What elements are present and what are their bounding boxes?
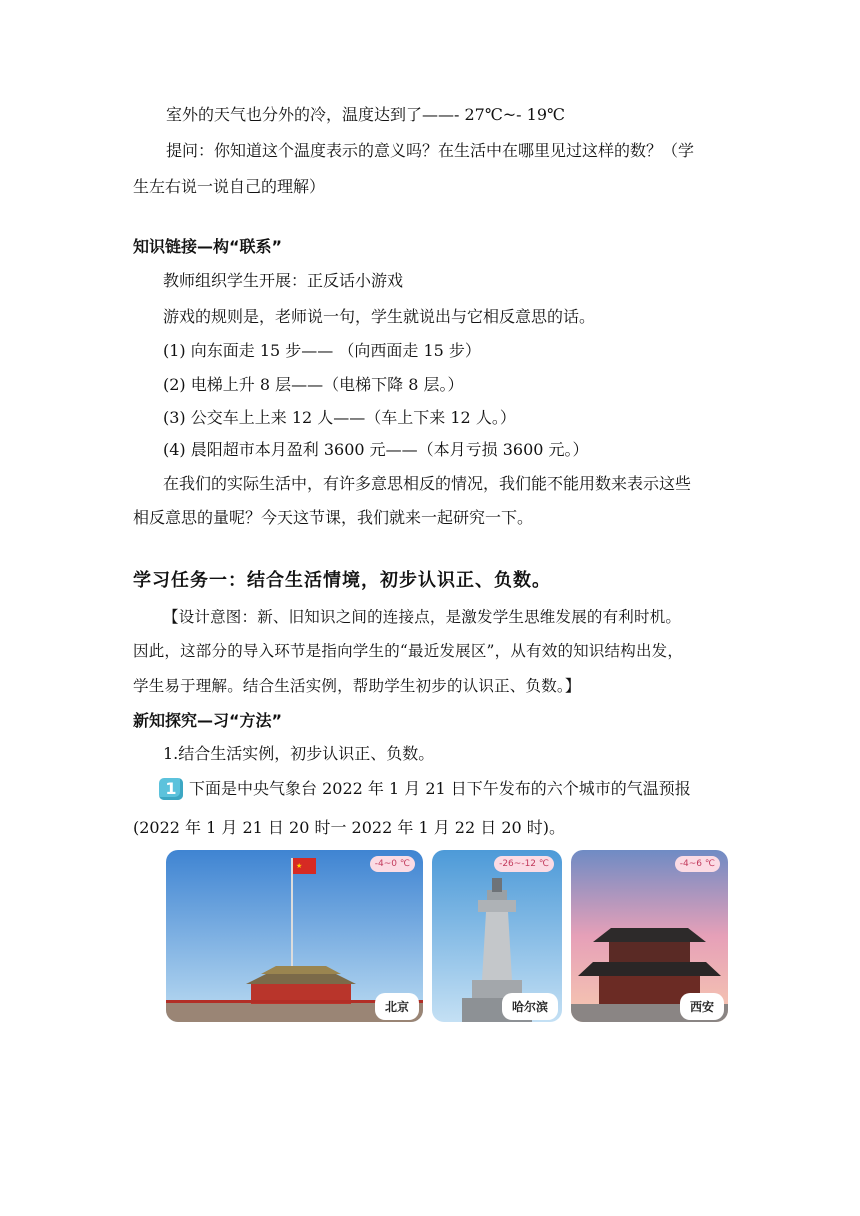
paragraph: 下面是中央气象台 2022 年 1 月 21 日下午发布的六个城市的气温预报 [189,779,691,798]
paragraph: 教师组织学生开展：正反话小游戏 [163,271,404,290]
list-item: (2) 电梯上升 8 层——（电梯下降 8 层。） [163,375,464,394]
paragraph: (2022 年 1 月 21 日 20 时一 2022 年 1 月 22 日 20 时)。 [133,818,566,837]
city-photo-beijing [166,850,423,1022]
paragraph: 1.结合生活实例，初步认识正、负数。 [163,744,435,763]
temperature-badge: -26~-12 ℃ [494,856,554,872]
number-badge: 1 [159,778,183,800]
city-photo-xian [571,850,728,1022]
paragraph: 在我们的实际生活中，有许多意思相反的情况，我们能不能用数来表示这些 [163,474,692,493]
list-item: (4) 晨阳超市本月盈利 3600 元——（本月亏损 3600 元。） [163,440,589,459]
intro-question: 提问：你知道这个温度表示的意义吗？在生活中在哪里见过这样的数？（学 [166,141,695,160]
section-heading-link: 知识链接—构“联系” [133,237,283,256]
list-item: (1) 向东面走 15 步—— （向西面走 15 步） [163,341,481,360]
paragraph: 游戏的规则是，老师说一句，学生就说出与它相反意思的话。 [163,307,596,326]
design-note: 【设计意图：新、旧知识之间的连接点，是激发学生思维发展的有利时机。 [163,608,682,626]
design-note: 学生易于理解。结合生活实例，帮助学生初步的认识正、负数。】 [133,677,581,695]
temperature-badge: -4~0 ℃ [370,856,415,872]
temperature-badge: -4~6 ℃ [675,856,720,872]
city-label: 哈尔滨 [502,993,558,1020]
city-photo-harbin [432,850,562,1022]
paragraph: 相反意思的量呢？今天这节课，我们就来一起研究一下。 [133,508,534,527]
svg-text:★: ★ [296,862,303,870]
city-label: 西安 [680,993,724,1020]
city-label: 北京 [375,993,419,1020]
intro-question-cont: 生左右说一说自己的理解） [133,177,326,196]
design-note: 因此，这部分的导入环节是指向学生的“最近发展区”，从有效的知识结构出发， [133,642,684,660]
list-item: (3) 公交车上上来 12 人——（车上下来 12 人。） [163,408,516,427]
intro-line-1: 室外的天气也分外的冷，温度达到了——- 27℃~- 19℃ [166,105,565,124]
task-heading: 学习任务一：结合生活情境，初步认识正、负数。 [133,570,551,591]
section-heading-explore: 新知探究—习“方法” [133,711,283,730]
